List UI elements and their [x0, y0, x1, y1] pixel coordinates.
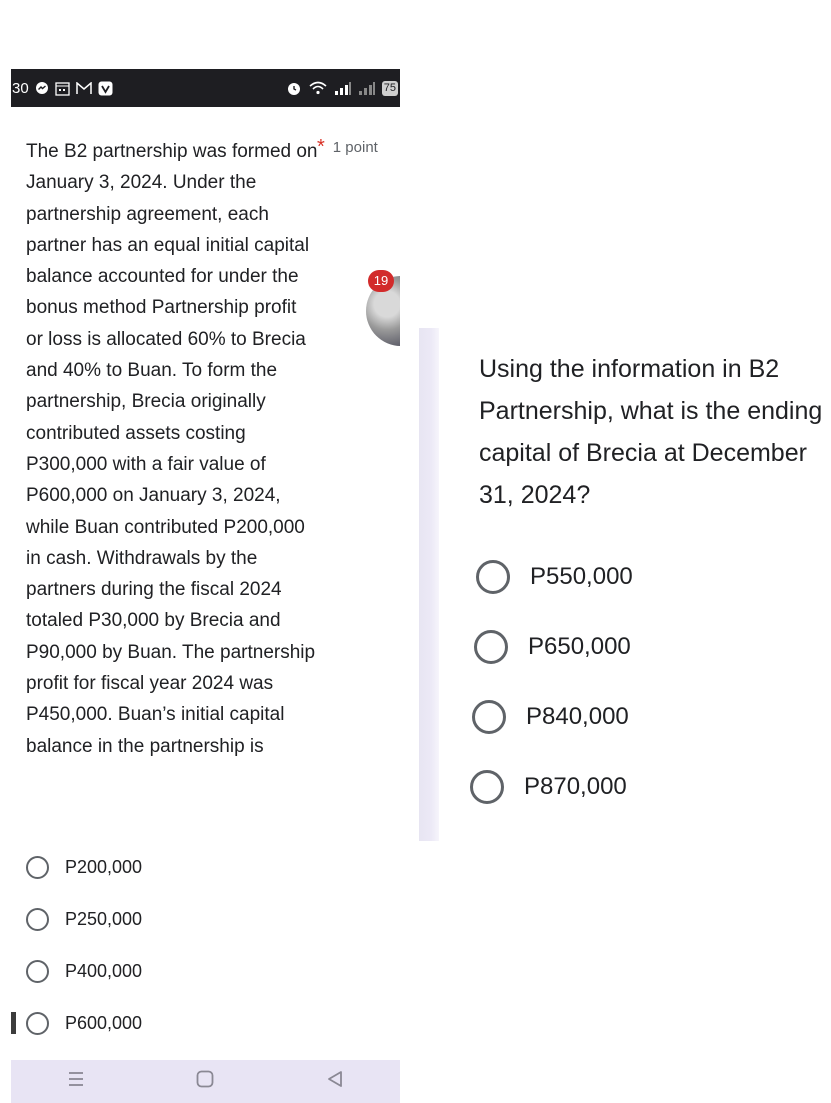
text-cursor	[11, 1012, 16, 1034]
option-q1-2[interactable]	[26, 908, 142, 931]
gmail-icon	[76, 82, 92, 95]
chat-head-avatar[interactable]	[366, 270, 400, 348]
radio-button[interactable]	[470, 770, 504, 804]
required-mark: *	[317, 136, 325, 158]
option-label: P650,000	[528, 633, 631, 660]
option-label: P400,000	[65, 961, 143, 981]
calendar-icon	[55, 81, 70, 96]
option-label: P840,000	[526, 703, 629, 730]
question-2-text: Using the information in B2 Partnership, what is the ending capital of Brecia at December 31, 2024?	[479, 355, 823, 509]
signal-icon	[334, 81, 352, 95]
wifi-icon	[308, 81, 328, 95]
radio-button[interactable]	[26, 856, 49, 879]
radio-button[interactable]	[26, 1012, 49, 1035]
messenger-icon	[35, 81, 49, 95]
question-1-meta	[317, 136, 378, 159]
panel-divider	[419, 328, 439, 841]
question-1-text: The B2 partnership was formed on January 3, 2024. Under the partnership agreement, each partner has an equal initial capital balance accounted for under the bonus method Partnership profit or loss is allocated 60% to Brecia and 40% to Buan. To form the partnership, Brecia originally contributed assets costing P300,000 with a fair value of P600,000 on January 3, 2024, while Buan contributed P200,000 in cash. Withdrawals by the partners during the fiscal 2024 totaled P30,000 by Brecia and P90,000 by Buan. The partnership profit for fiscal year 2024 was P450,000. Buan’s initial capital balance in the partnership is	[26, 141, 318, 757]
option-q1-1[interactable]	[26, 856, 142, 879]
radio-button[interactable]	[472, 700, 506, 734]
option-q2-2[interactable]	[474, 630, 631, 664]
option-label: P550,000	[530, 563, 633, 590]
notification-badge: 19	[368, 270, 394, 292]
radio-button[interactable]	[474, 630, 508, 664]
battery-level: 75	[383, 81, 396, 94]
navigation-bar	[11, 1060, 400, 1103]
option-q2-4[interactable]	[470, 770, 627, 804]
option-q2-3[interactable]	[472, 700, 629, 734]
option-label: P200,000	[65, 857, 143, 877]
vpn-icon	[98, 81, 113, 96]
alarm-icon	[286, 80, 302, 96]
status-time: 30	[12, 79, 29, 97]
option-label: P870,000	[524, 773, 627, 800]
radio-button[interactable]	[26, 960, 49, 983]
radio-button[interactable]	[476, 560, 510, 594]
option-q2-1[interactable]	[476, 560, 633, 594]
signal-icon	[358, 81, 376, 95]
option-q1-3[interactable]	[26, 960, 142, 983]
recents-icon[interactable]	[67, 1069, 85, 1095]
radio-button[interactable]	[26, 908, 49, 931]
back-icon[interactable]	[326, 1070, 344, 1094]
option-label: P600,000	[65, 1013, 143, 1033]
option-q1-4[interactable]	[26, 1012, 142, 1035]
status-bar	[11, 69, 400, 107]
option-label: P250,000	[65, 909, 143, 929]
home-icon[interactable]	[196, 1070, 214, 1094]
question-points: 1 point	[332, 139, 378, 156]
